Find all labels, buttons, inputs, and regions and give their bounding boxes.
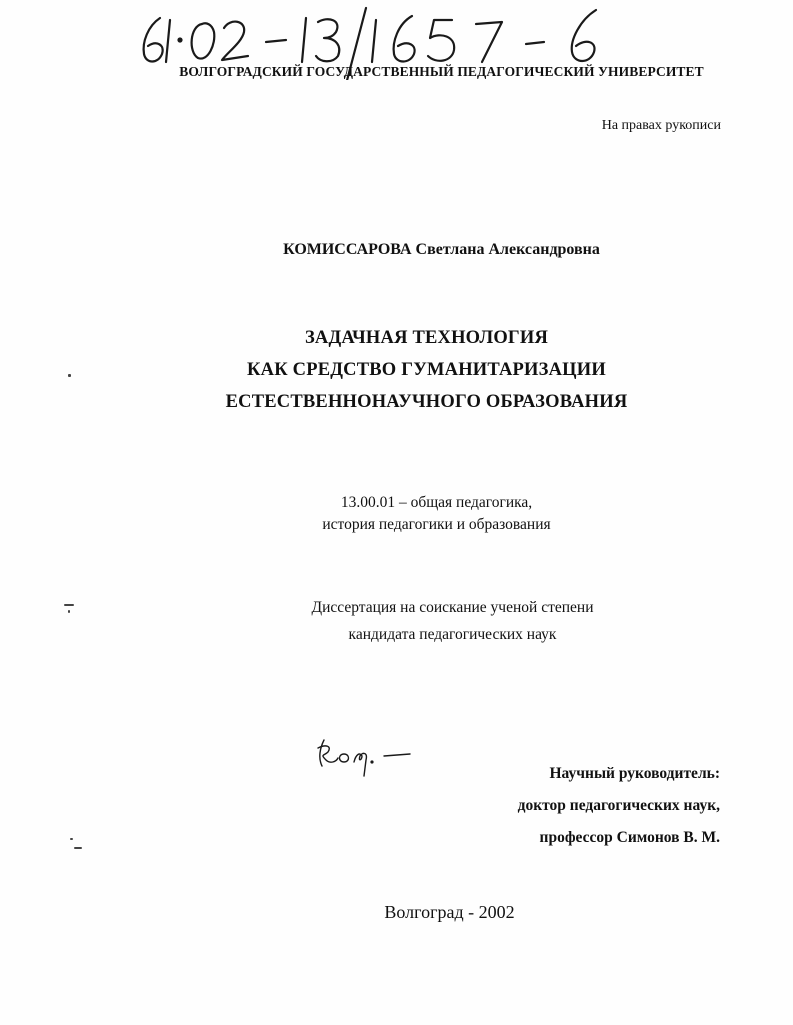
degree-line: Диссертация на соискание ученой степени: [311, 599, 594, 616]
degree-line: кандидата педагогических наук: [348, 626, 557, 643]
supervisor-line: доктор педагогических наук,: [517, 797, 720, 814]
scientific-supervisor: [518, 758, 720, 854]
scan-speck: [74, 847, 82, 849]
manuscript-rights-note: На правах рукописи: [601, 118, 721, 133]
dissertation-title: [0, 322, 793, 418]
specialty-line: 13.00.01 – общая педагогика,: [340, 494, 533, 511]
scan-speck: [68, 374, 71, 377]
title-line: КАК СРЕДСТВО ГУМАНИТАРИЗАЦИИ: [247, 360, 606, 380]
specialty-line: история педагогики и образования: [322, 516, 551, 533]
university-name: ВОЛГОГРАДСКИЙ ГОСУДАРСТВЕННЫЙ ПЕДАГОГИЧЕСКИЙ УНИВЕРСИТЕТ: [179, 64, 704, 79]
scan-speck: [64, 604, 74, 606]
supervisor-line: профессор Симонов В. М.: [539, 829, 720, 846]
author-name: КОМИССАРОВА Светлана Александровна: [283, 241, 600, 258]
specialty-code: [0, 492, 793, 536]
degree-statement: [0, 594, 793, 648]
title-line: ЕСТЕСТВЕННОНАУЧНОГО ОБРАЗОВАНИЯ: [225, 392, 628, 412]
city-and-year: Волгоград - 2002: [384, 902, 515, 922]
supervisor-line: Научный руководитель:: [549, 765, 720, 782]
handwritten-signature: [312, 726, 422, 782]
scan-speck: [68, 610, 70, 613]
scan-speck: [70, 838, 73, 840]
title-line: ЗАДАЧНАЯ ТЕХНОЛОГИЯ: [304, 328, 549, 348]
